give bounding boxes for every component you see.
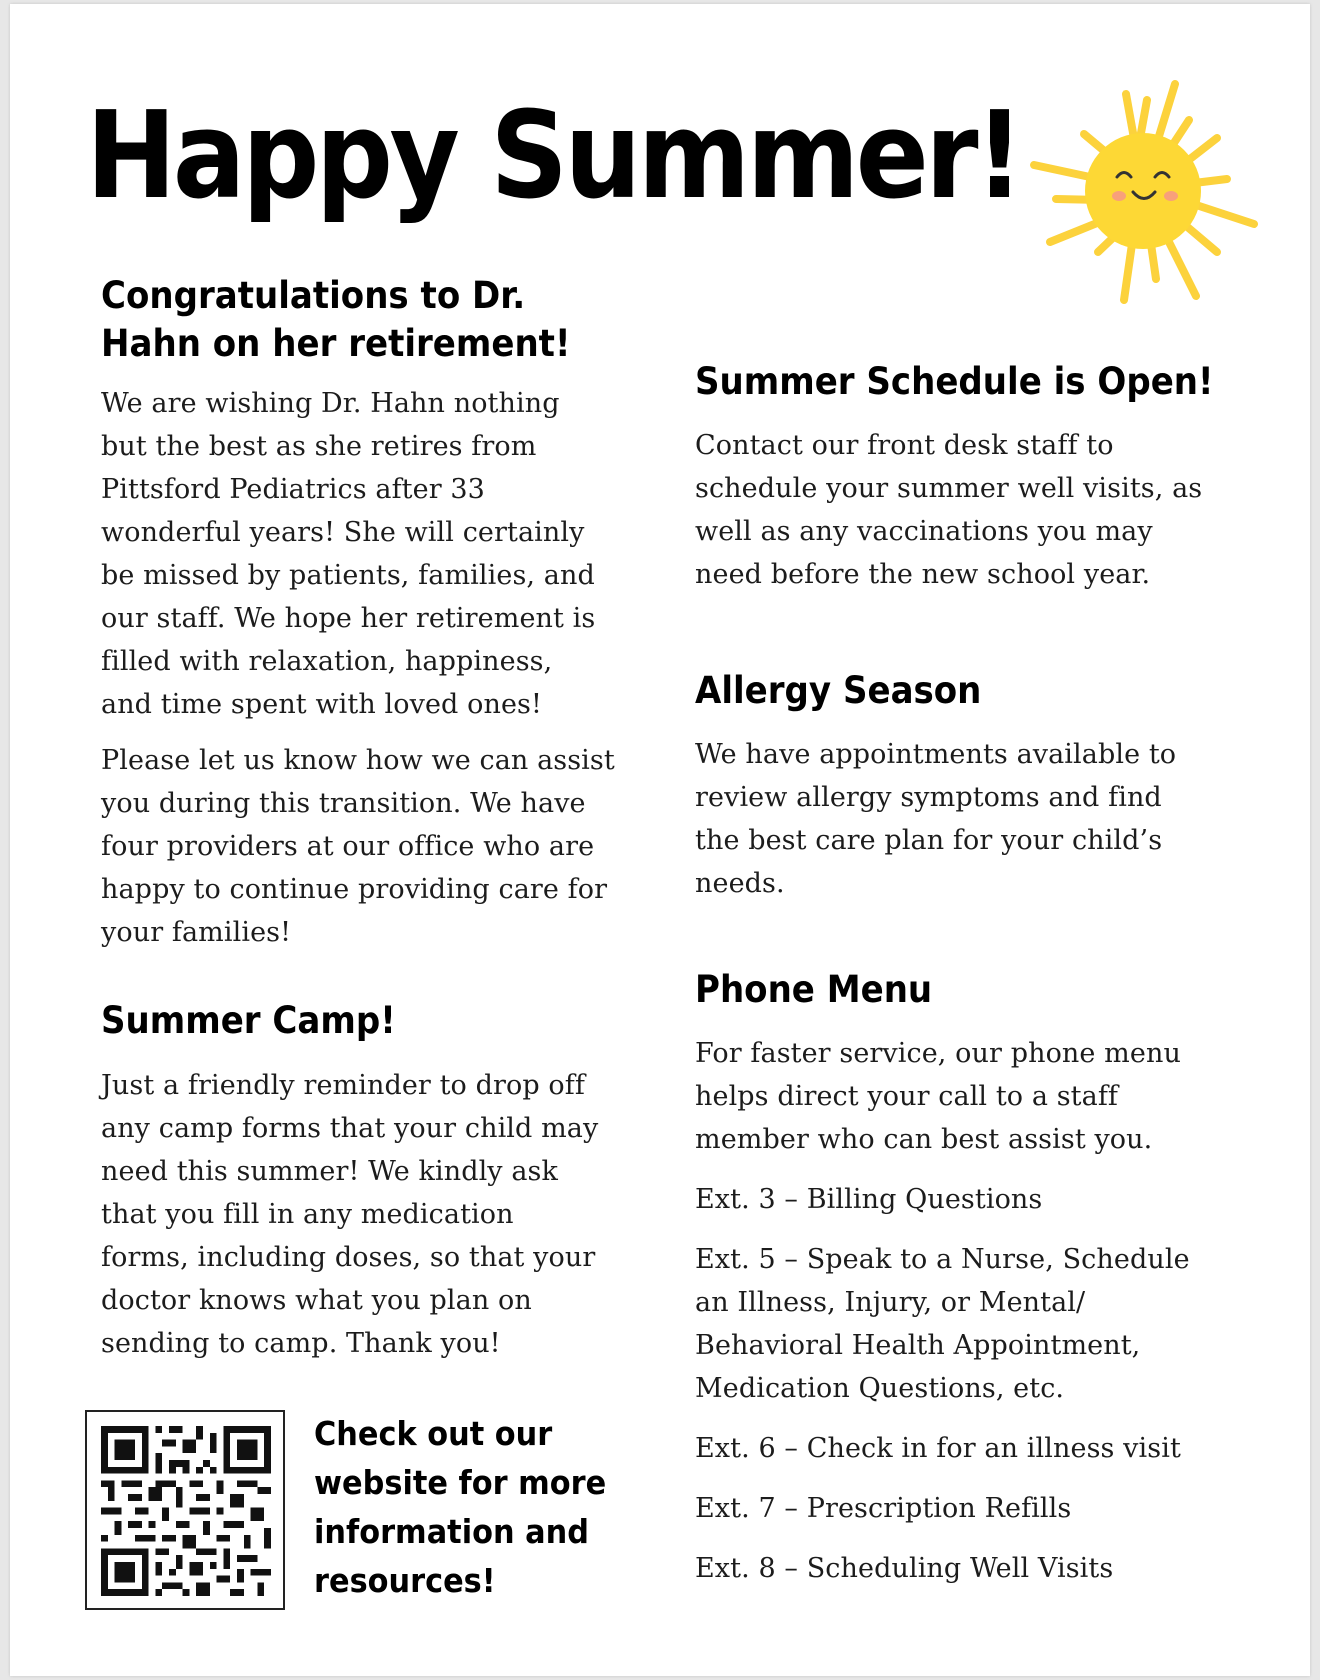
qr-code[interactable] xyxy=(85,1410,285,1610)
phone-ext-5: Ext. 5 – Speak to a Nurse, Schedule an Illness, Injury, or Mental/ Behavioral Health Appointment, Medication Questions, etc. xyxy=(695,1244,1190,1404)
qr-code-icon xyxy=(101,1426,271,1596)
phone-ext-8: Ext. 8 – Scheduling Well Visits xyxy=(695,1553,1114,1584)
phone-ext-7: Ext. 7 – Prescription Refills xyxy=(695,1493,1072,1524)
allergy-season-paragraph: We have appointments available to review allergy symptoms and find the best care plan for your child’s needs. xyxy=(695,739,1177,899)
summer-schedule-section xyxy=(695,358,1235,596)
phone-menu-section xyxy=(695,966,1235,1590)
summer-camp-heading: Summer Camp! xyxy=(101,999,396,1042)
transition-paragraph: Please let us know how we can assist you during this transition. We have four providers at our office who are happy to continue providing care for your families! xyxy=(101,745,615,948)
smiling-sun-icon xyxy=(1018,74,1268,314)
summer-camp-section xyxy=(101,997,641,1365)
phone-menu-intro: For faster service, our phone menu helps direct your call to a staff member who can best assist you. xyxy=(695,1038,1181,1155)
summer-schedule-paragraph: Contact our front desk staff to schedule your summer well visits, as well as any vaccinations you may need before the new school year. xyxy=(695,430,1203,590)
newsletter-page xyxy=(10,4,1310,1676)
page-title: Happy Summer! xyxy=(86,87,1021,226)
summer-camp-paragraph: Just a friendly reminder to drop off any camp forms that your child may need this summer! We kindly ask that you fill in any medication forms, including doses, so that your doctor knows what you plan on sending to camp. Thank you! xyxy=(101,1070,599,1359)
phone-menu-heading: Phone Menu xyxy=(695,968,933,1011)
allergy-season-heading: Allergy Season xyxy=(695,669,982,712)
website-callout: Check out our website for more information and resources! xyxy=(314,1414,607,1600)
phone-ext-3: Ext. 3 – Billing Questions xyxy=(695,1184,1043,1215)
summer-schedule-heading: Summer Schedule is Open! xyxy=(695,360,1214,403)
allergy-season-section xyxy=(695,667,1235,905)
retirement-heading: Congratulations to Dr. Hahn on her retirement! xyxy=(101,274,571,365)
phone-ext-6: Ext. 6 – Check in for an illness visit xyxy=(695,1433,1181,1464)
retirement-paragraph: We are wishing Dr. Hahn nothing but the best as she retires from Pittsford Pediatrics after 33 wonderful years! She will certainly be missed by patients, families, and our staff. We hope her retirement is filled with relaxation, happiness, and time spent with loved ones! xyxy=(101,388,596,720)
retirement-section xyxy=(101,272,641,954)
